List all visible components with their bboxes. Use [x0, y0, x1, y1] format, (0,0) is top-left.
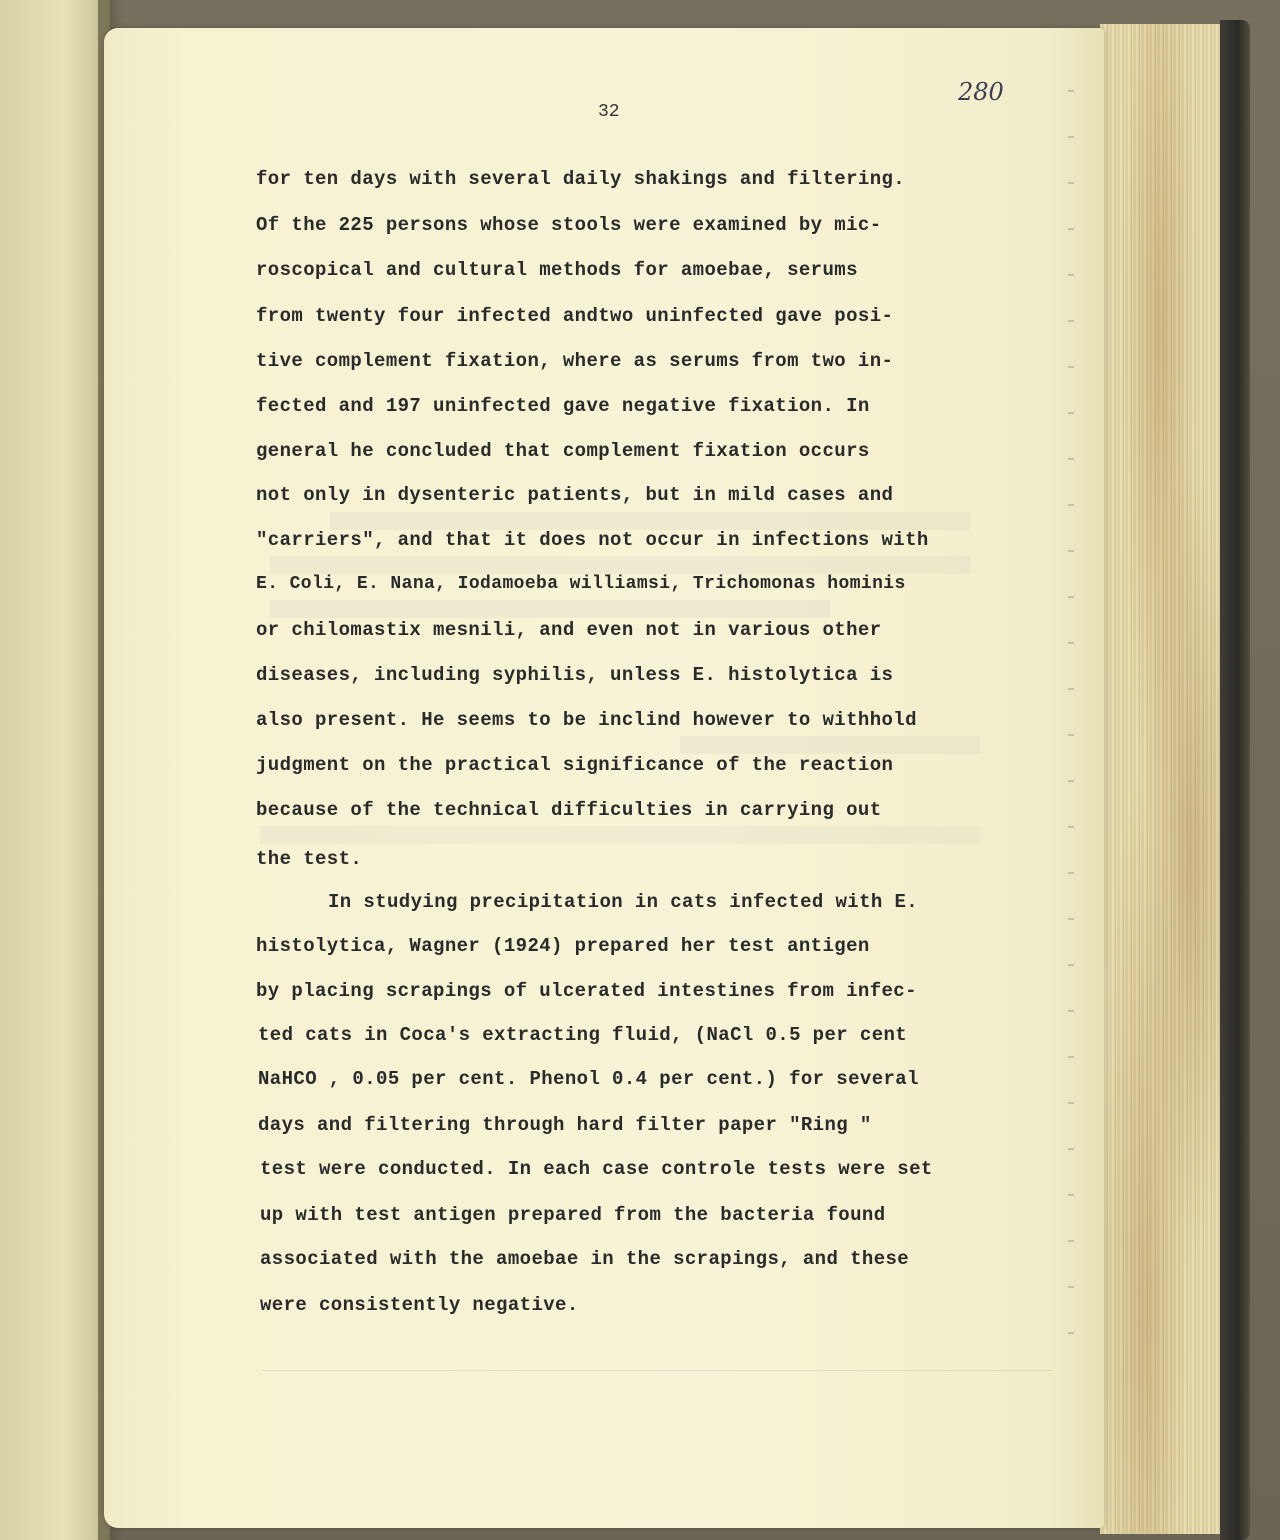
faint-rule: [262, 1370, 1052, 1371]
text-line: or chilomastix mesnili, and even not in various other: [256, 619, 882, 641]
text-line: up with test antigen prepared from the bacteria found: [260, 1204, 886, 1226]
text-line: diseases, including syphilis, unless E. histolytica is: [256, 664, 894, 686]
handwritten-folio-number: 280: [958, 78, 1004, 106]
text-line: fected and 197 uninfected gave negative fixation. In: [256, 395, 870, 417]
text-line: roscopical and cultural methods for amoebae, serums: [256, 259, 858, 281]
book-spine: [1220, 20, 1250, 1540]
text-line: E. Coli, E. Nana, Iodamoeba williamsi, Trichomonas hominis: [256, 574, 906, 594]
text-line: "carriers", and that it does not occur in infections with: [256, 529, 929, 551]
text-line: the test.: [256, 848, 363, 870]
text-line: because of the technical difficulties in carrying out: [256, 799, 882, 821]
text-line: Of the 225 persons whose stools were examined by mic-: [256, 214, 882, 236]
text-line: tive complement fixation, where as serums from two in-: [256, 350, 894, 372]
text-line: by placing scrapings of ulcerated intestines from infec-: [256, 980, 917, 1002]
margin-dots: [1068, 90, 1074, 1350]
text-line: test were conducted. In each case controle tests were set: [260, 1158, 933, 1180]
text-line: judgment on the practical significance of the reaction: [256, 754, 894, 776]
text-line: NaHCO , 0.05 per cent. Phenol 0.4 per cent.) for several: [258, 1068, 919, 1090]
bleed-through-mark: [270, 600, 830, 618]
text-line: were consistently negative.: [260, 1294, 579, 1316]
page-number: 32: [598, 102, 620, 122]
text-line: general he concluded that complement fixation occurs: [256, 440, 870, 462]
text-line: for ten days with several daily shakings and filtering.: [256, 168, 906, 190]
text-line: from twenty four infected andtwo uninfected gave posi-: [256, 305, 894, 327]
text-line: not only in dysenteric patients, but in mild cases and: [256, 484, 894, 506]
left-page-edge: [0, 0, 110, 1540]
text-line: associated with the amoebae in the scrapings, and these: [260, 1248, 910, 1270]
bleed-through-mark: [680, 736, 980, 754]
typed-page: [104, 28, 1104, 1528]
text-line: In studying precipitation in cats infected with E.: [328, 891, 919, 913]
bleed-through-mark: [260, 826, 980, 844]
text-line: histolytica, Wagner (1924) prepared her test antigen: [256, 935, 870, 957]
text-line: also present. He seems to be inclind however to withhold: [256, 709, 917, 731]
text-line: ted cats in Coca's extracting fluid, (NaCl 0.5 per cent: [258, 1024, 908, 1046]
bleed-through-mark: [270, 556, 970, 574]
bleed-through-mark: [330, 512, 970, 530]
text-line: days and filtering through hard filter paper "Ring ": [258, 1114, 872, 1136]
